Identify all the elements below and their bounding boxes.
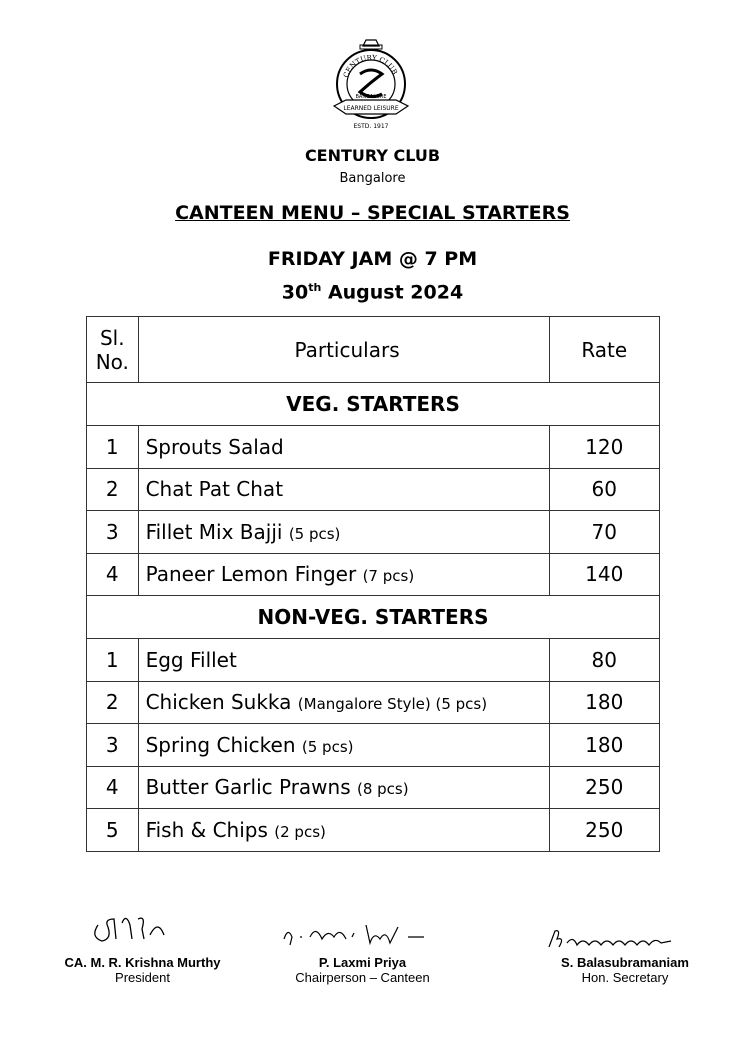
item-particulars — [138, 553, 549, 596]
signatory-name: P. Laxmi Priya — [318, 955, 407, 970]
item-note: (7 pcs) — [362, 567, 415, 586]
signatory-role: President — [115, 970, 170, 985]
item-name: Butter Garlic Prawns — [145, 775, 351, 800]
event-date-rest: August 2024 — [321, 281, 464, 304]
section-title: NON-VEG. STARTERS — [87, 596, 660, 639]
signature-president-icon — [88, 905, 168, 950]
table-row — [87, 468, 660, 511]
item-rate: 250 — [549, 809, 660, 852]
item-note: (8 pcs) — [357, 780, 409, 799]
item-rate: 80 — [549, 639, 660, 682]
item-particulars — [138, 681, 549, 724]
table-row — [87, 426, 660, 469]
column-header-sl-no — [87, 317, 139, 383]
logo-bottom-text: BANGALORE — [355, 94, 387, 100]
item-particulars — [138, 809, 549, 852]
signature-chairperson-icon — [278, 915, 428, 950]
item-particulars — [138, 766, 549, 809]
table-row — [87, 511, 660, 554]
signatory-name: CA. M. R. Krishna Murthy — [64, 955, 221, 970]
item-particulars — [138, 724, 549, 767]
item-name: Sprouts Salad — [145, 434, 284, 459]
event-title: FRIDAY JAM @ 7 PM — [267, 248, 478, 270]
item-particulars — [138, 468, 549, 511]
item-particulars — [138, 426, 549, 469]
item-rate: 140 — [549, 553, 660, 596]
event-date-suffix: th — [308, 281, 322, 294]
item-rate: 60 — [549, 468, 660, 511]
item-rate: 250 — [549, 766, 660, 809]
item-note: (2 pcs) — [274, 822, 326, 841]
logo-estd-text: ESTD. 1917 — [353, 123, 389, 130]
item-number: 3 — [87, 724, 139, 767]
item-number: 2 — [87, 468, 139, 511]
signatory-secretary — [525, 955, 725, 985]
item-rate: 180 — [549, 724, 660, 767]
club-name: CENTURY CLUB — [304, 146, 441, 165]
item-name: Spring Chicken — [145, 732, 296, 757]
item-rate: 120 — [549, 426, 660, 469]
item-number: 1 — [87, 639, 139, 682]
table-row — [87, 724, 660, 767]
logo-ribbon-text: LEARNED LEISURE — [343, 105, 399, 112]
table-row — [87, 766, 660, 809]
century-club-emblem-icon — [330, 36, 412, 136]
logo-text-top: CENTURY CLUB — [342, 53, 399, 79]
item-note: (5 pcs) — [288, 524, 341, 543]
item-number: 3 — [87, 511, 139, 554]
table-row — [87, 681, 660, 724]
item-rate: 180 — [549, 681, 660, 724]
item-particulars — [138, 639, 549, 682]
column-header-sl: Sl. — [99, 325, 125, 350]
section-row-non-veg — [87, 596, 660, 639]
event-date — [0, 281, 745, 303]
column-header-no: No. — [95, 349, 129, 374]
section-title: VEG. STARTERS — [87, 383, 660, 426]
item-name: Fillet Mix Bajji — [145, 519, 283, 544]
menu-table — [86, 316, 660, 852]
table-row — [87, 809, 660, 852]
item-rate: 70 — [549, 511, 660, 554]
table-row — [87, 553, 660, 596]
item-note: (Mangalore Style) (5 pcs) — [297, 695, 488, 714]
signatory-role: Chairperson – Canteen — [295, 970, 430, 985]
item-name: Paneer Lemon Finger — [145, 562, 357, 587]
item-name: Chicken Sukka — [145, 690, 292, 715]
item-number: 5 — [87, 809, 139, 852]
column-header-particulars: Particulars — [138, 317, 549, 383]
signatory-role: Hon. Secretary — [581, 970, 669, 985]
item-name: Fish & Chips — [145, 817, 268, 842]
item-number: 4 — [87, 553, 139, 596]
signature-secretary-icon — [545, 925, 675, 953]
signatory-name: S. Balasubramaniam — [561, 955, 689, 970]
item-number: 2 — [87, 681, 139, 724]
item-particulars — [138, 511, 549, 554]
column-header-rate: Rate — [549, 317, 660, 383]
signatory-chairperson — [270, 955, 455, 985]
table-row — [87, 639, 660, 682]
section-row-veg — [87, 383, 660, 426]
event-date-day: 30 — [281, 281, 309, 304]
item-number: 4 — [87, 766, 139, 809]
item-name: Chat Pat Chat — [145, 477, 284, 502]
table-header-row — [87, 317, 660, 383]
item-note: (5 pcs) — [301, 737, 354, 756]
item-number: 1 — [87, 426, 139, 469]
club-city: Bangalore — [339, 171, 406, 186]
menu-title-text: CANTEEN MENU – SPECIAL STARTERS — [175, 202, 570, 224]
signatory-president — [45, 955, 240, 985]
item-name: Egg Fillet — [145, 647, 237, 672]
menu-title — [0, 202, 745, 224]
